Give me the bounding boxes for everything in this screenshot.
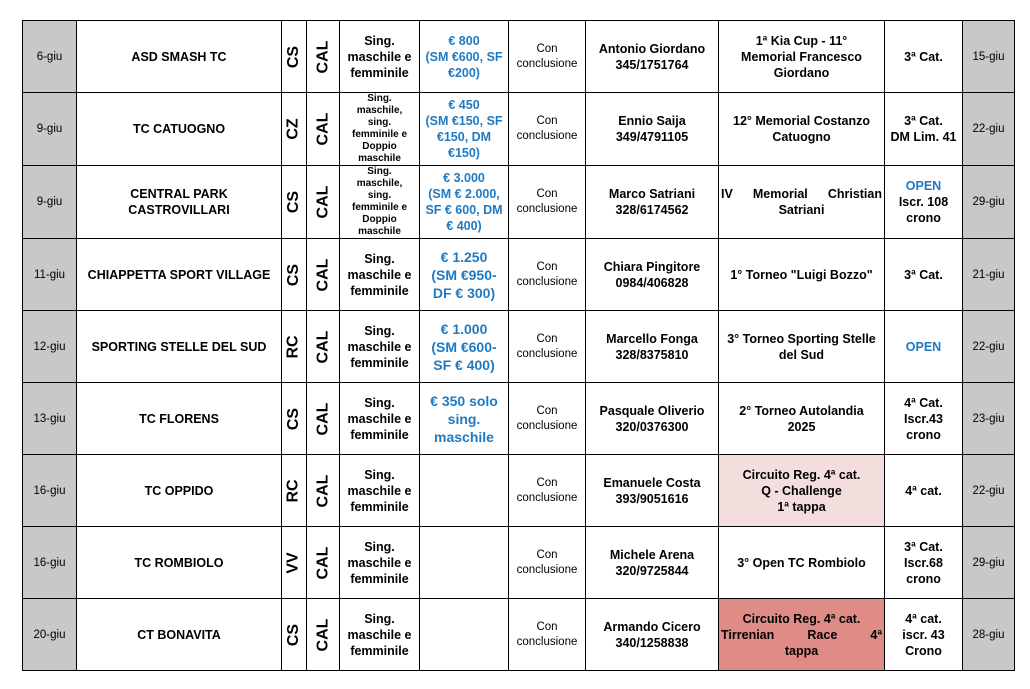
category-line: crono [906,427,941,442]
region-cell [307,311,340,383]
region-label: CAL [314,112,332,146]
conclusion-line: conclusione [516,275,578,288]
category-cell [885,93,963,166]
contact-cell [586,599,719,671]
open-label: OPEN [905,339,942,354]
province-label: CS [284,623,302,646]
region-cell [307,21,340,93]
category-line: 3ª Cat. [904,539,943,554]
event-name-cell [719,599,885,671]
start-date-cell: 9-giu [23,166,77,239]
category-line: Iscr.43 [904,411,943,426]
event-line: 2025 [787,419,816,434]
type-line: maschile e [347,555,412,570]
club-name-cell: TC OPPIDO [77,455,282,527]
type-line: maschile e [347,49,412,64]
province-label: RC [284,334,302,359]
open-label: OPEN [905,179,942,193]
conclusion-line: Con [536,548,558,561]
category-cell [885,21,963,93]
conclusion-line: conclusione [516,635,578,648]
prize-money-cell [420,383,509,455]
category-cell [885,455,963,527]
type-line: Sing. [364,611,395,626]
prize-money-cell [420,311,509,383]
category-cell [885,239,963,311]
category-line: Iscr. 108 [898,195,949,209]
competition-type-cell [340,599,420,671]
type-line: Sing. [364,251,395,266]
event-line: 3° Open TC Rombiolo [737,555,866,570]
category-cell [885,599,963,671]
prize-line: €200) [448,65,480,80]
prize-line: maschile [434,428,494,445]
conclusion-line: conclusione [516,57,578,70]
conclusion-line: Con [536,260,558,273]
contact-cell [586,383,719,455]
province-label: VV [285,551,302,574]
competition-type-cell [340,383,420,455]
prize-money-cell [420,239,509,311]
category-line: crono [906,211,941,225]
prize-line: (SM €150, SF [425,114,503,128]
region-label: CAL [314,546,332,579]
region-label: CAL [314,40,332,73]
prize-line: (SM € 2.000, [428,187,500,201]
club-name-cell: TC CATUOGNO [77,93,282,166]
prize-money-cell [420,599,509,671]
province-cell [282,21,307,93]
club-name-cell: CENTRAL PARK CASTROVILLARI [77,166,282,239]
competition-type-cell [340,311,420,383]
region-cell [307,383,340,455]
type-line: Sing. [367,93,392,104]
competition-type-cell [340,166,420,239]
contact-cell [586,455,719,527]
prize-line: SF € 400) [433,356,495,373]
event-line: del Sud [778,347,825,362]
type-line: maschile e [347,411,412,426]
type-line: maschile e [347,627,412,642]
category-line: DM Lim. 41 [890,130,957,144]
category-cell [885,166,963,239]
category-line: crono [906,571,941,586]
tournament-schedule-table [22,20,1015,671]
event-line: tappa [784,643,819,658]
end-date-cell: 22-giu [963,455,1015,527]
category-line: 4ª cat. [905,483,942,498]
type-line: femminile [350,355,409,370]
type-line: femminile [350,643,409,658]
conclusion-line: conclusione [516,491,578,504]
event-name-cell [719,527,885,599]
category-line: Iscr.68 [904,555,943,570]
prize-money-cell [420,166,509,239]
province-cell [282,166,307,239]
event-line: 12° Memorial Costanzo [733,114,870,128]
province-cell [282,527,307,599]
region-label: CAL [314,185,332,219]
event-line: 1° Torneo "Luigi Bozzo" [730,267,873,282]
type-line: femminile [350,427,409,442]
type-line: Sing. [364,467,395,482]
prize-money-cell [420,93,509,166]
contact-name: Michele Arena [609,547,695,562]
category-line: 4ª cat. [905,611,942,626]
type-line: Sing. [364,539,395,554]
type-line: Sing. [367,166,392,177]
type-line: sing. [367,190,392,201]
prize-line: € 350 solo [430,392,498,409]
category-line: 4ª Cat. [904,395,943,410]
event-line: Circuito Reg. 4ª cat. [742,611,861,626]
prize-money-cell [420,455,509,527]
event-name-cell [719,311,885,383]
province-label: RC [284,478,302,503]
conclusion-line: Con [536,620,558,633]
contact-cell [586,21,719,93]
event-name-cell [719,93,885,166]
region-cell [307,455,340,527]
conclusion-line: Con [536,188,558,200]
province-cell [282,311,307,383]
club-name-cell: CHIAPPETTA SPORT VILLAGE [77,239,282,311]
table-row [23,21,1015,93]
end-date-cell: 22-giu [963,311,1015,383]
event-line: 1ª tappa [777,499,826,514]
type-line: femminile [350,283,409,298]
contact-name: Marco Satriani [608,187,696,201]
contact-phone: 345/1751764 [615,57,689,72]
type-line: maschile [358,226,401,237]
type-line: maschile [358,153,401,164]
start-date-cell: 12-giu [23,311,77,383]
start-date-cell: 13-giu [23,383,77,455]
club-name-cell: ASD SMASH TC [77,21,282,93]
event-name-cell [719,239,885,311]
province-cell [282,93,307,166]
province-label: CZ [284,118,302,140]
end-date-cell: 15-giu [963,21,1015,93]
contact-name: Chiara Pingitore [603,259,701,274]
region-cell [307,599,340,671]
province-label: CS [284,407,302,430]
conclusion-line: conclusione [516,563,578,576]
club-name-cell: SPORTING STELLE DEL SUD [77,311,282,383]
contact-cell [586,239,719,311]
contact-name: Armando Cicero [603,619,701,634]
prize-money-cell [420,527,509,599]
conclusion-cell [509,311,586,383]
type-line: femminile e [351,129,408,140]
region-cell [307,93,340,166]
contact-phone: 320/9725844 [615,563,689,578]
contact-phone: 320/0376300 [615,419,689,434]
prize-line: €150, DM [436,130,492,144]
club-name-cell: TC FLORENS [77,383,282,455]
event-line: Circuito Reg. 4ª cat. [742,467,861,482]
contact-name: Marcello Fonga [606,331,698,346]
category-line: Crono [905,643,942,658]
type-line: femminile [350,499,409,514]
province-label: CS [284,190,302,214]
region-label: CAL [314,618,332,651]
competition-type-cell [340,21,420,93]
conclusion-cell [509,239,586,311]
contact-phone: 340/1258838 [615,635,689,650]
start-date-cell: 11-giu [23,239,77,311]
conclusion-cell [509,599,586,671]
type-line: femminile [350,65,409,80]
table-row [23,599,1015,671]
event-name-cell [719,455,885,527]
event-name-cell [719,166,885,239]
conclusion-cell [509,455,586,527]
competition-type-cell [340,455,420,527]
category-cell [885,383,963,455]
event-line: IV Memorial Christian [721,187,882,201]
province-cell [282,383,307,455]
type-line: Sing. [364,323,395,338]
table-row [23,93,1015,166]
contact-phone: 328/6174562 [615,203,689,217]
event-line: Catuogno [772,130,831,144]
prize-line: (SM €600- [431,338,497,355]
contact-cell [586,311,719,383]
prize-line: DF € 300) [432,284,496,301]
type-line: Sing. [364,395,395,410]
prize-line: € 1.000 [440,320,488,337]
end-date-cell: 21-giu [963,239,1015,311]
event-line: 2° Torneo Autolandia [739,403,864,418]
start-date-cell: 9-giu [23,93,77,166]
end-date-cell: 22-giu [963,93,1015,166]
type-line: maschile, [356,178,403,189]
start-date-cell: 16-giu [23,527,77,599]
prize-line: € 1.250 [440,248,488,265]
contact-name: Ennio Saija [618,114,686,128]
table-row [23,383,1015,455]
prize-line: € 400) [446,219,482,233]
event-name-cell [719,21,885,93]
event-line: Giordano [773,65,830,80]
category-line: 3ª Cat. [904,114,943,128]
contact-name: Emanuele Costa [603,475,701,490]
type-line: femminile e [351,202,408,213]
region-cell [307,166,340,239]
category-line: 3ª Cat. [904,49,943,64]
end-date-cell: 29-giu [963,166,1015,239]
prize-line: € 800 [448,33,480,48]
province-cell [282,455,307,527]
table-row [23,527,1015,599]
category-line: 3ª Cat. [904,267,943,282]
contact-phone: 328/8375810 [615,347,689,362]
type-line: sing. [367,117,392,128]
type-line: maschile e [347,483,412,498]
club-name-cell: TC ROMBIOLO [77,527,282,599]
contact-cell [586,93,719,166]
table-row [23,239,1015,311]
region-label: CAL [314,402,332,435]
conclusion-cell [509,527,586,599]
conclusion-line: conclusione [516,347,578,360]
event-line: Tirrenian Race 4ª [721,627,882,642]
conclusion-line: Con [536,476,558,489]
province-cell [282,599,307,671]
contact-cell [586,527,719,599]
prize-line: € 450 [448,98,480,112]
table-row [23,455,1015,527]
club-name-cell: CT BONAVITA [77,599,282,671]
type-line: Doppio [362,214,397,225]
type-line: Sing. [364,33,395,48]
prize-line: (SM €950- [431,266,497,283]
table-row [23,311,1015,383]
start-date-cell: 16-giu [23,455,77,527]
event-line: 1ª Kia Cup - 11° [755,33,848,48]
table-row [23,166,1015,239]
conclusion-cell [509,21,586,93]
region-cell [307,527,340,599]
competition-type-cell [340,239,420,311]
conclusion-line: Con [536,404,558,417]
type-line: maschile e [347,267,412,282]
region-label: CAL [314,474,332,507]
end-date-cell: 23-giu [963,383,1015,455]
competition-type-cell [340,93,420,166]
event-line: Satriani [778,203,825,217]
province-label: CS [284,45,302,68]
conclusion-line: conclusione [516,130,578,142]
event-line: Q - Challenge [761,483,842,498]
end-date-cell: 28-giu [963,599,1015,671]
prize-line: (SM €600, SF [425,49,503,64]
event-line: Memorial Francesco [741,49,862,64]
contact-phone: 0984/406828 [615,275,689,290]
contact-phone: 393/9051616 [615,491,689,506]
conclusion-line: conclusione [516,419,578,432]
conclusion-cell [509,166,586,239]
type-line: maschile e [347,339,412,354]
prize-line: sing. [447,410,481,427]
province-cell [282,239,307,311]
category-cell [885,527,963,599]
competition-type-cell [340,527,420,599]
conclusion-cell [509,93,586,166]
start-date-cell: 20-giu [23,599,77,671]
contact-name: Pasquale Oliverio [599,403,705,418]
conclusion-line: conclusione [516,203,578,215]
start-date-cell: 6-giu [23,21,77,93]
event-line: 3° Torneo Sporting Stelle [727,331,876,346]
province-label: CS [284,263,302,286]
region-label: CAL [314,258,332,291]
category-line: iscr. 43 [902,627,945,642]
prize-line: € 3.000 [443,171,485,185]
conclusion-line: Con [536,42,558,55]
conclusion-cell [509,383,586,455]
type-line: femminile [350,571,409,586]
prize-line: €150) [448,146,480,160]
category-cell [885,311,963,383]
region-label: CAL [314,330,332,363]
type-line: Doppio [362,141,397,152]
contact-name: Antonio Giordano [598,41,706,56]
region-cell [307,239,340,311]
type-line: maschile, [356,105,403,116]
event-name-cell [719,383,885,455]
prize-line: SF € 600, DM [425,203,503,217]
end-date-cell: 29-giu [963,527,1015,599]
contact-cell [586,166,719,239]
prize-money-cell [420,21,509,93]
contact-phone: 349/4791105 [615,130,689,144]
conclusion-line: Con [536,332,558,345]
conclusion-line: Con [536,115,558,127]
